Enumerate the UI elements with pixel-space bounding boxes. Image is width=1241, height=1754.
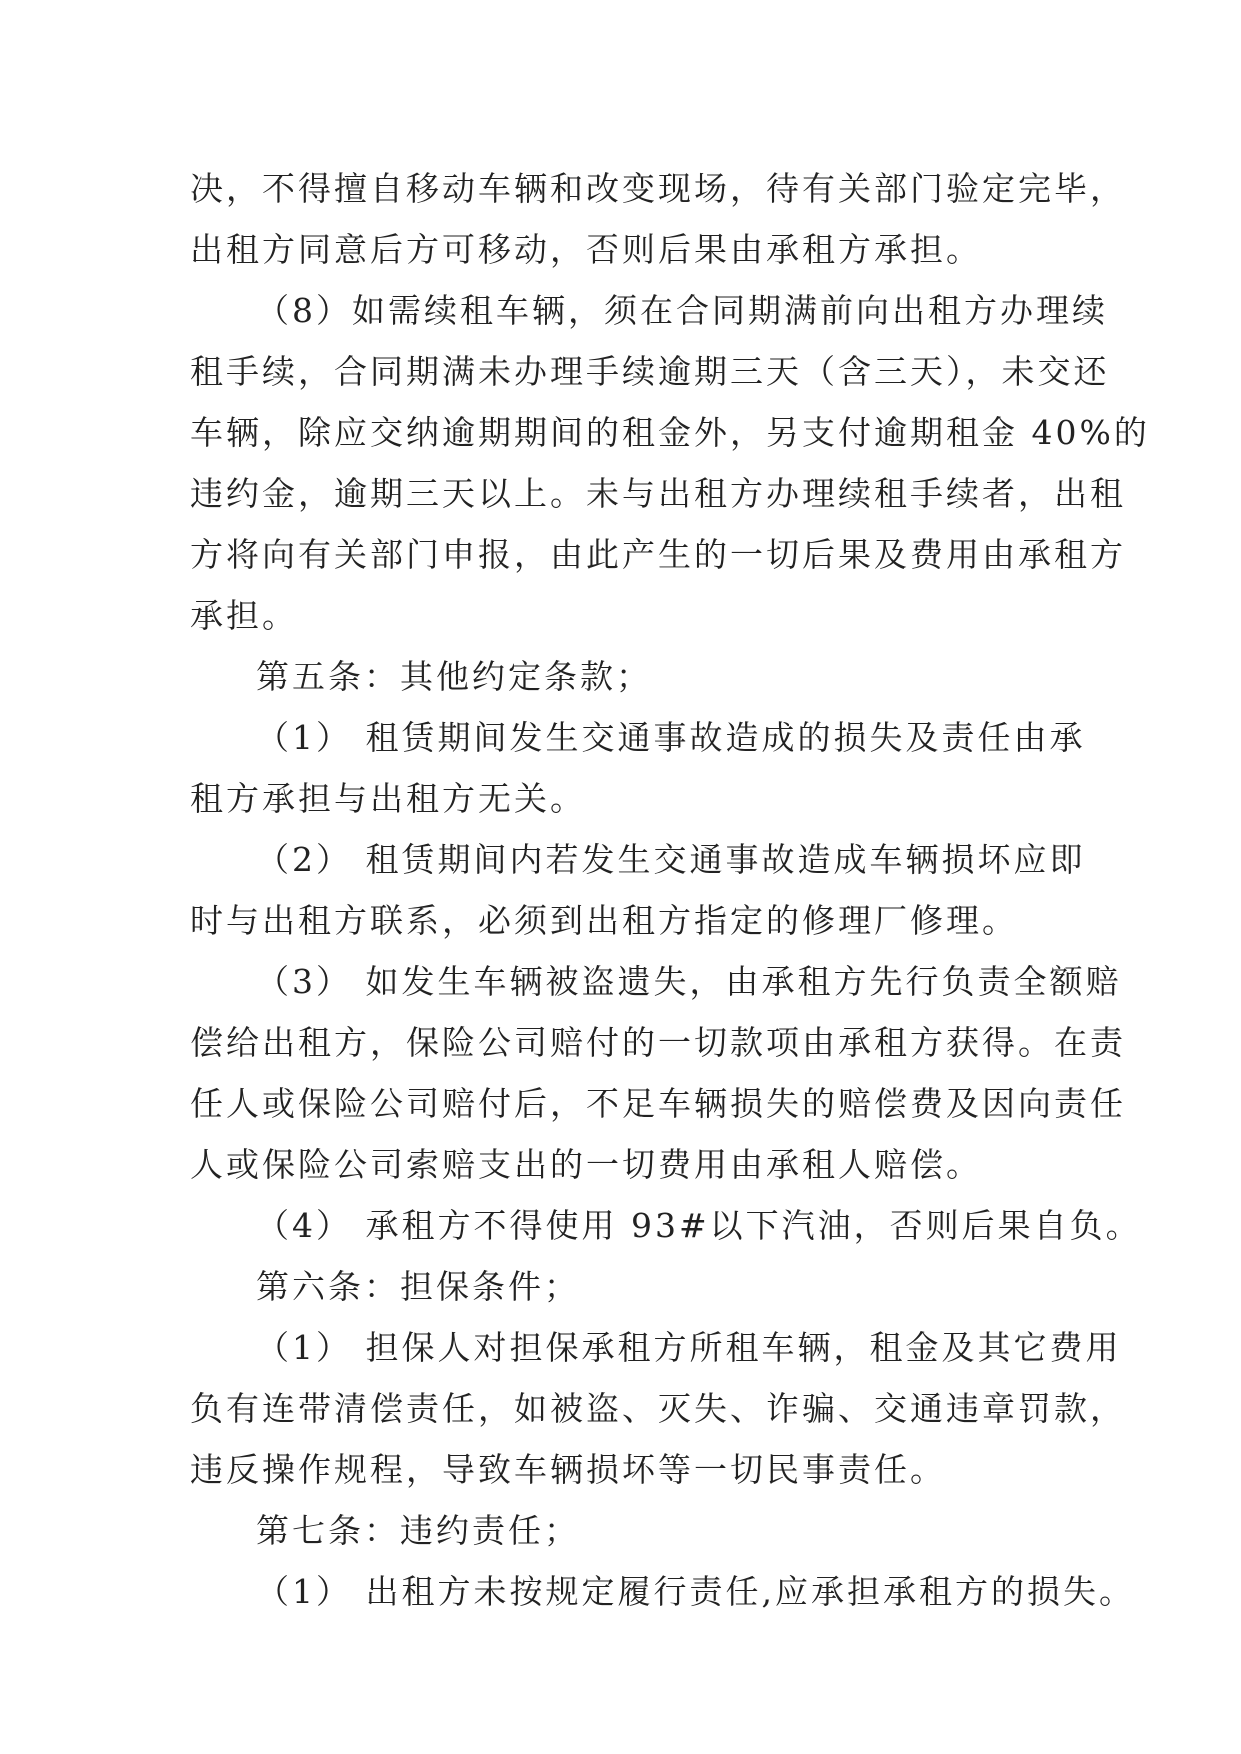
text-line: 违反操作规程，导致车辆损坏等一切民事责任。 [190,1450,946,1489]
section-heading: 第七条：违约责任； [256,1511,580,1550]
text-line: （8）如需续租车辆，须在合同期满前向出租方办理续 [256,291,1108,330]
section-heading: 第五条：其他约定条款； [256,657,652,696]
text-line: 人或保险公司索赔支出的一切费用由承租人赔偿。 [190,1145,982,1184]
text-line: （1） 出租方未按规定履行责任,应承担承租方的损失。 [256,1572,1135,1611]
text-line: （3） 如发生车辆被盗遗失，由承租方先行负责全额赔 [256,962,1122,1001]
text-line: 租方承担与出租方无关。 [190,779,586,818]
text-line: （1） 担保人对担保承租方所租车辆，租金及其它费用 [256,1328,1122,1367]
document-body [190,158,1150,1622]
text-line: 偿给出租方，保险公司赔付的一切款项由承租方获得。在责 [190,1023,1126,1062]
text-line: 违约金，逾期三天以上。未与出租方办理续租手续者，出租 [190,474,1126,513]
text-line: （4） 承租方不得使用 93#以下汽油，否则后果自负。 [256,1206,1142,1245]
text-line: 出租方同意后方可移动，否则后果由承租方承担。 [190,230,982,269]
section-heading: 第六条：担保条件； [256,1267,580,1306]
text-line: 承担。 [190,596,298,635]
text-line: （1） 租赁期间发生交通事故造成的损失及责任由承 [256,718,1086,757]
text-line: （2） 租赁期间内若发生交通事故造成车辆损坏应即 [256,840,1086,879]
text-line: 租手续，合同期满未办理手续逾期三天（含三天），未交还 [190,352,1110,391]
text-line: 车辆，除应交纳逾期期间的租金外，另支付逾期租金 40%的 [190,413,1150,452]
text-line: 时与出租方联系，必须到出租方指定的修理厂修理。 [190,901,1018,940]
text-line: 负有连带清偿责任，如被盗、灭失、诈骗、交通违章罚款， [190,1389,1126,1428]
text-line: 方将向有关部门申报，由此产生的一切后果及费用由承租方 [190,535,1126,574]
text-line: 任人或保险公司赔付后，不足车辆损失的赔偿费及因向责任 [190,1084,1126,1123]
text-line: 决，不得擅自移动车辆和改变现场，待有关部门验定完毕， [190,169,1126,208]
